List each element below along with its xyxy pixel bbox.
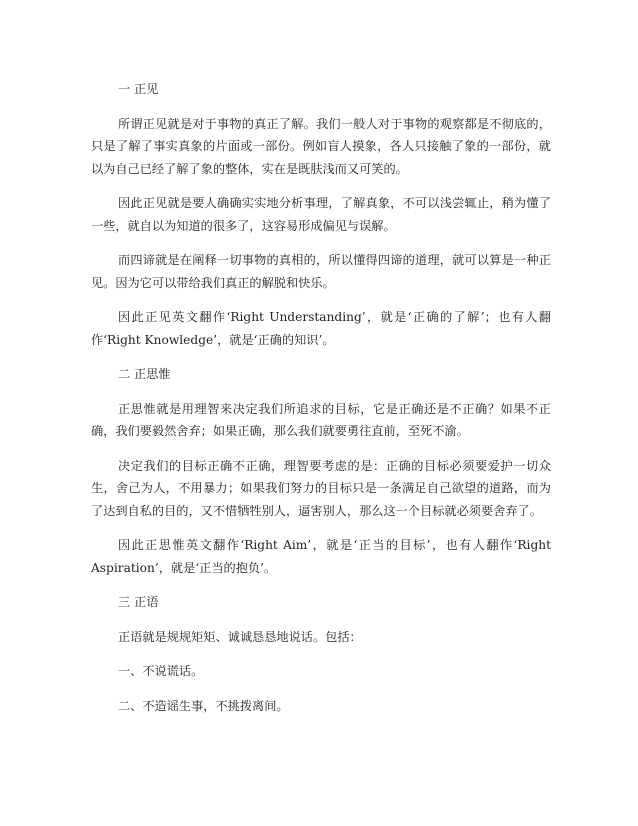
document-body: [91, 78, 551, 729]
paragraph: 决定我们的目标正确不正确，理智要考虑的是：正确的目标必须要爱护一切众生，舍己为人，不用暴力；如果我们努力的目标只是一条满足自己欲望的道路，而为了达到自私的目的，又不惜牺牲别人，逼害别人，那么这一个目标就必须要舍弃了。: [91, 458, 551, 518]
list-item: 一、不说谎话。: [118, 664, 204, 678]
paragraph: 所谓正见就是对于事物的真正了解。我们一般人对于事物的观察都是不彻底的，只是了解了事实真象的片面或一部份。例如盲人摸象，各人只接触了象的一部份，就以为自己已经了解了象的整体，实在是既肤浅而又可笑的。: [91, 116, 551, 176]
section-heading-2: 二 正思惟: [118, 367, 171, 381]
list-item: 二、不造谣生事，不挑拨离间。: [118, 698, 289, 713]
paragraph: 正思惟就是用理智来决定我们所追求的目标，它是正确还是不正确？如果不正确，我们要毅然舍弃；如果正确，那么我们就要勇往直前，至死不渝。: [91, 401, 551, 438]
section-heading-3: 三 正语: [118, 595, 159, 609]
section-heading-1: 一 正见: [118, 82, 159, 96]
paragraph: 而四谛就是在阐释一切事物的真相的，所以懂得四谛的道理，就可以算是一种正见。因为它可以带给我们真正的解脱和快乐。: [91, 253, 551, 290]
paragraph: 因此正见就是要人确确实实地分析事理，了解真象，不可以浅尝辄止，稍为懂了一些，就自以为知道的很多了，这容易形成偏见与误解。: [91, 196, 551, 233]
paragraph: 因此正见英文翻作‘Right Understanding’，就是‘正确的了解’；也有人翻作‘Right Knowledge’，就是‘正确的知识’。: [91, 310, 551, 347]
paragraph: 因此正思惟英文翻作‘Right Aim’，就是‘正当的目标’，也有人翻作‘Right Aspiration’，就是‘正当的抱负’。: [91, 538, 551, 575]
paragraph: 正语就是规规矩矩、诚诚恳恳地说话。包括：: [118, 629, 362, 644]
